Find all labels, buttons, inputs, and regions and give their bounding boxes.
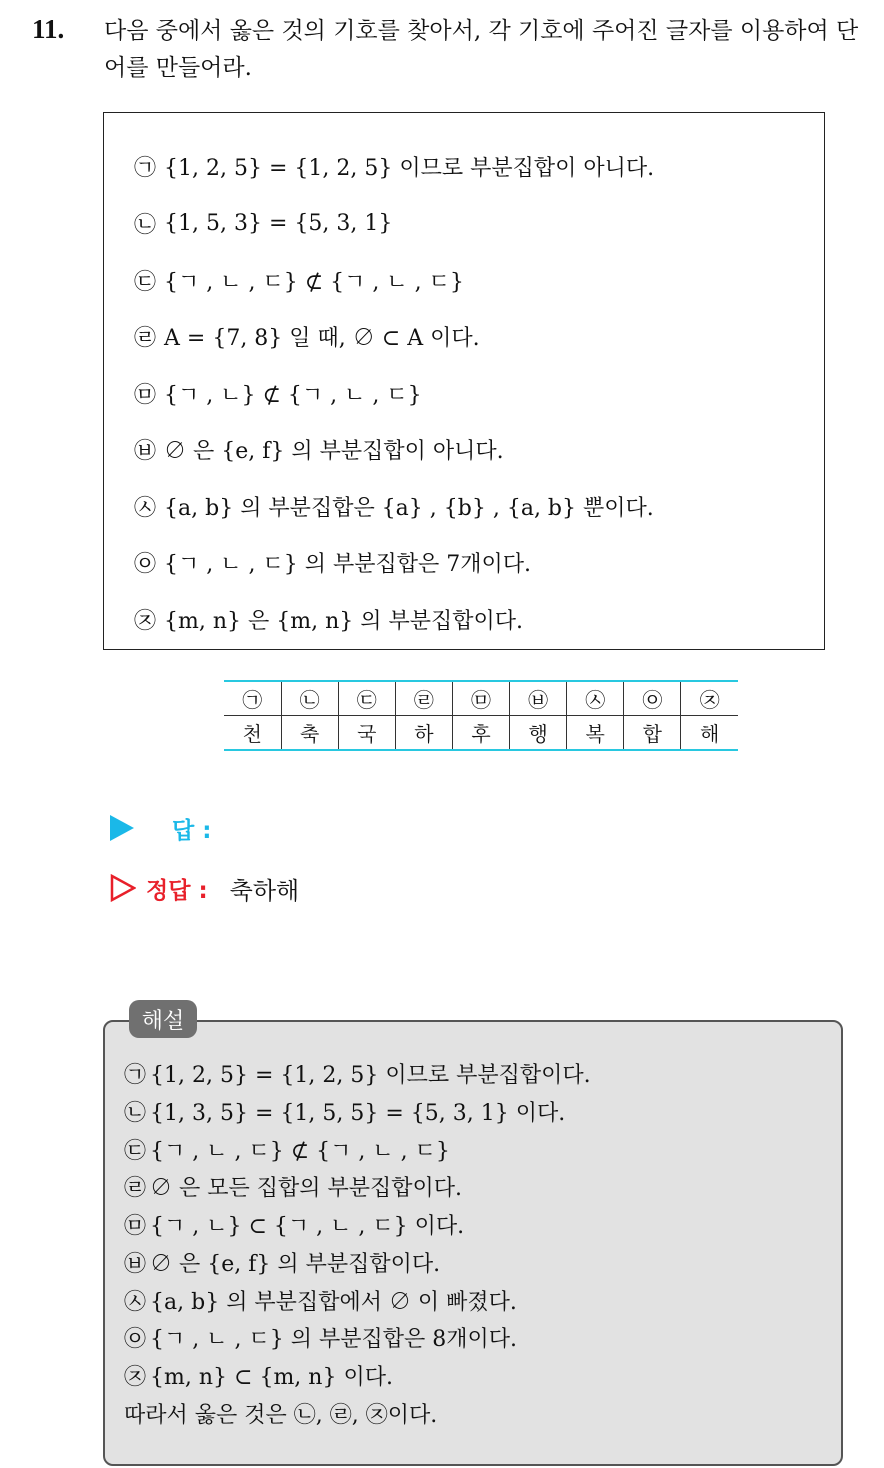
explanation-text: ∅ 은 모든 집합의 부분집합이다. [150,1175,463,1201]
answer-label: 답 : [172,817,212,844]
question-text: 다음 중에서 옳은 것의 기호를 찾아서, 각 기호에 주어진 글자를 이용하여 단어를 만들어라. [104,18,859,81]
key-letter: 행 [510,716,567,751]
option-4 [134,316,480,356]
key-letter: 합 [624,716,681,751]
key-symbol: ㉥ [510,681,567,716]
key-letter: 후 [452,716,509,751]
key-symbol: ㉤ [452,681,509,716]
key-symbol: ㉠ [224,681,281,716]
explanation-line [124,1282,517,1318]
option-marker: ㉦ [134,495,157,521]
option-7 [134,486,654,526]
option-marker: ㉠ [134,155,157,181]
explanation-line [124,1055,591,1091]
option-text: {ㄱ , ㄴ , ㄷ} 의 부분집합은 7개이다. [164,551,531,577]
explanation-conclusion: 따라서 옳은 것은 ㉡, ㉣, ㉨이다. [124,1402,438,1428]
option-marker: ㉧ [134,551,157,577]
correct-answer-row [110,868,299,908]
explanation-text: ∅ 은 {e, f} 의 부분집합이다. [150,1251,441,1277]
option-1 [134,146,654,186]
option-marker: ㉢ [134,269,157,295]
explanation-tag: 해설 [129,1000,197,1038]
explanation-marker: ㉨ [124,1364,147,1390]
explanation-marker: ㉠ [124,1062,147,1088]
explanation-marker: ㉢ [124,1138,147,1164]
explanation-line [124,1093,565,1129]
option-3 [134,260,464,300]
option-text: {1, 5, 3} = {5, 3, 1} [164,210,393,236]
key-symbol: ㉡ [281,681,338,716]
option-9 [134,599,523,639]
outline-triangle-icon [110,874,136,902]
option-text: A = {7, 8} 일 때, ∅ ⊂ A 이다. [164,325,480,351]
key-symbol: ㉢ [338,681,395,716]
option-text: {m, n} 은 {m, n} 의 부분집합이다. [164,608,524,634]
option-text: {a, b} 의 부분집합은 {a} , {b} , {a, b} 뿐이다. [164,495,654,521]
explanation-line [124,1168,462,1204]
option-marker: ㉣ [134,325,157,351]
explanation-text: {ㄱ , ㄴ} ⊂ {ㄱ , ㄴ , ㄷ} 이다. [150,1213,465,1239]
explanation-marker: ㉦ [124,1289,147,1315]
explanation-line [124,1357,393,1393]
explanation-text: {ㄱ , ㄴ , ㄷ} ⊄ {ㄱ , ㄴ , ㄷ} [150,1138,450,1164]
option-text: {1, 2, 5} = {1, 2, 5} 이므로 부분집합이 아니다. [164,155,655,181]
explanation-line [124,1244,440,1280]
option-6 [134,429,504,469]
key-table-letter-row [224,716,738,751]
explanation-marker: ㉣ [124,1175,147,1201]
key-symbol: ㉨ [681,681,738,716]
key-table [224,680,738,751]
option-5 [134,373,422,413]
answer-row [110,808,211,848]
explanation-marker: ㉡ [124,1100,147,1126]
option-text: ∅ 은 {e, f} 의 부분집합이 아니다. [164,438,504,464]
option-text: {ㄱ , ㄴ} ⊄ {ㄱ , ㄴ , ㄷ} [164,382,422,408]
option-marker: ㉡ [134,212,157,238]
options-box [103,112,825,650]
option-8 [134,542,531,582]
key-letter: 복 [567,716,624,751]
key-letter: 천 [242,722,262,746]
explanation-marker: ㉤ [124,1213,147,1239]
explanation-line [124,1206,464,1242]
option-marker: ㉨ [134,608,157,634]
option-marker: ㉤ [134,382,157,408]
key-letter: 축 [281,716,338,751]
explanation-marker: ㉧ [124,1326,147,1352]
option-text: {ㄱ , ㄴ , ㄷ} ⊄ {ㄱ , ㄴ , ㄷ} [164,269,464,295]
option-marker: ㉥ [134,438,157,464]
explanation-text: {m, n} ⊂ {m, n} 이다. [150,1364,393,1390]
key-symbol: ㉧ [624,681,681,716]
explanation-text: {a, b} 의 부분집합에서 ∅ 이 빠졌다. [150,1289,517,1315]
play-triangle-icon [110,815,134,841]
explanation-line [124,1131,450,1167]
option-2 [134,203,392,243]
key-letter: 하 [395,716,452,751]
explanation-text: {1, 3, 5} = {1, 5, 5} = {5, 3, 1} 이다. [150,1100,566,1126]
correct-answer-label: 정답 : [146,877,208,904]
key-symbol: ㉦ [567,681,624,716]
explanation-line [124,1319,517,1355]
question-number: 11. [32,14,65,44]
key-letter: 국 [338,716,395,751]
key-table-symbol-row [224,681,738,716]
key-symbol: ㉣ [395,681,452,716]
explanation-text: {1, 2, 5} = {1, 2, 5} 이므로 부분집합이다. [150,1062,591,1088]
correct-answer-value: 축하해 [229,876,300,905]
explanation-marker: ㉥ [124,1251,147,1277]
key-letter: 해 [681,716,738,751]
explanation-text: {ㄱ , ㄴ , ㄷ} 의 부분집합은 8개이다. [150,1326,517,1352]
